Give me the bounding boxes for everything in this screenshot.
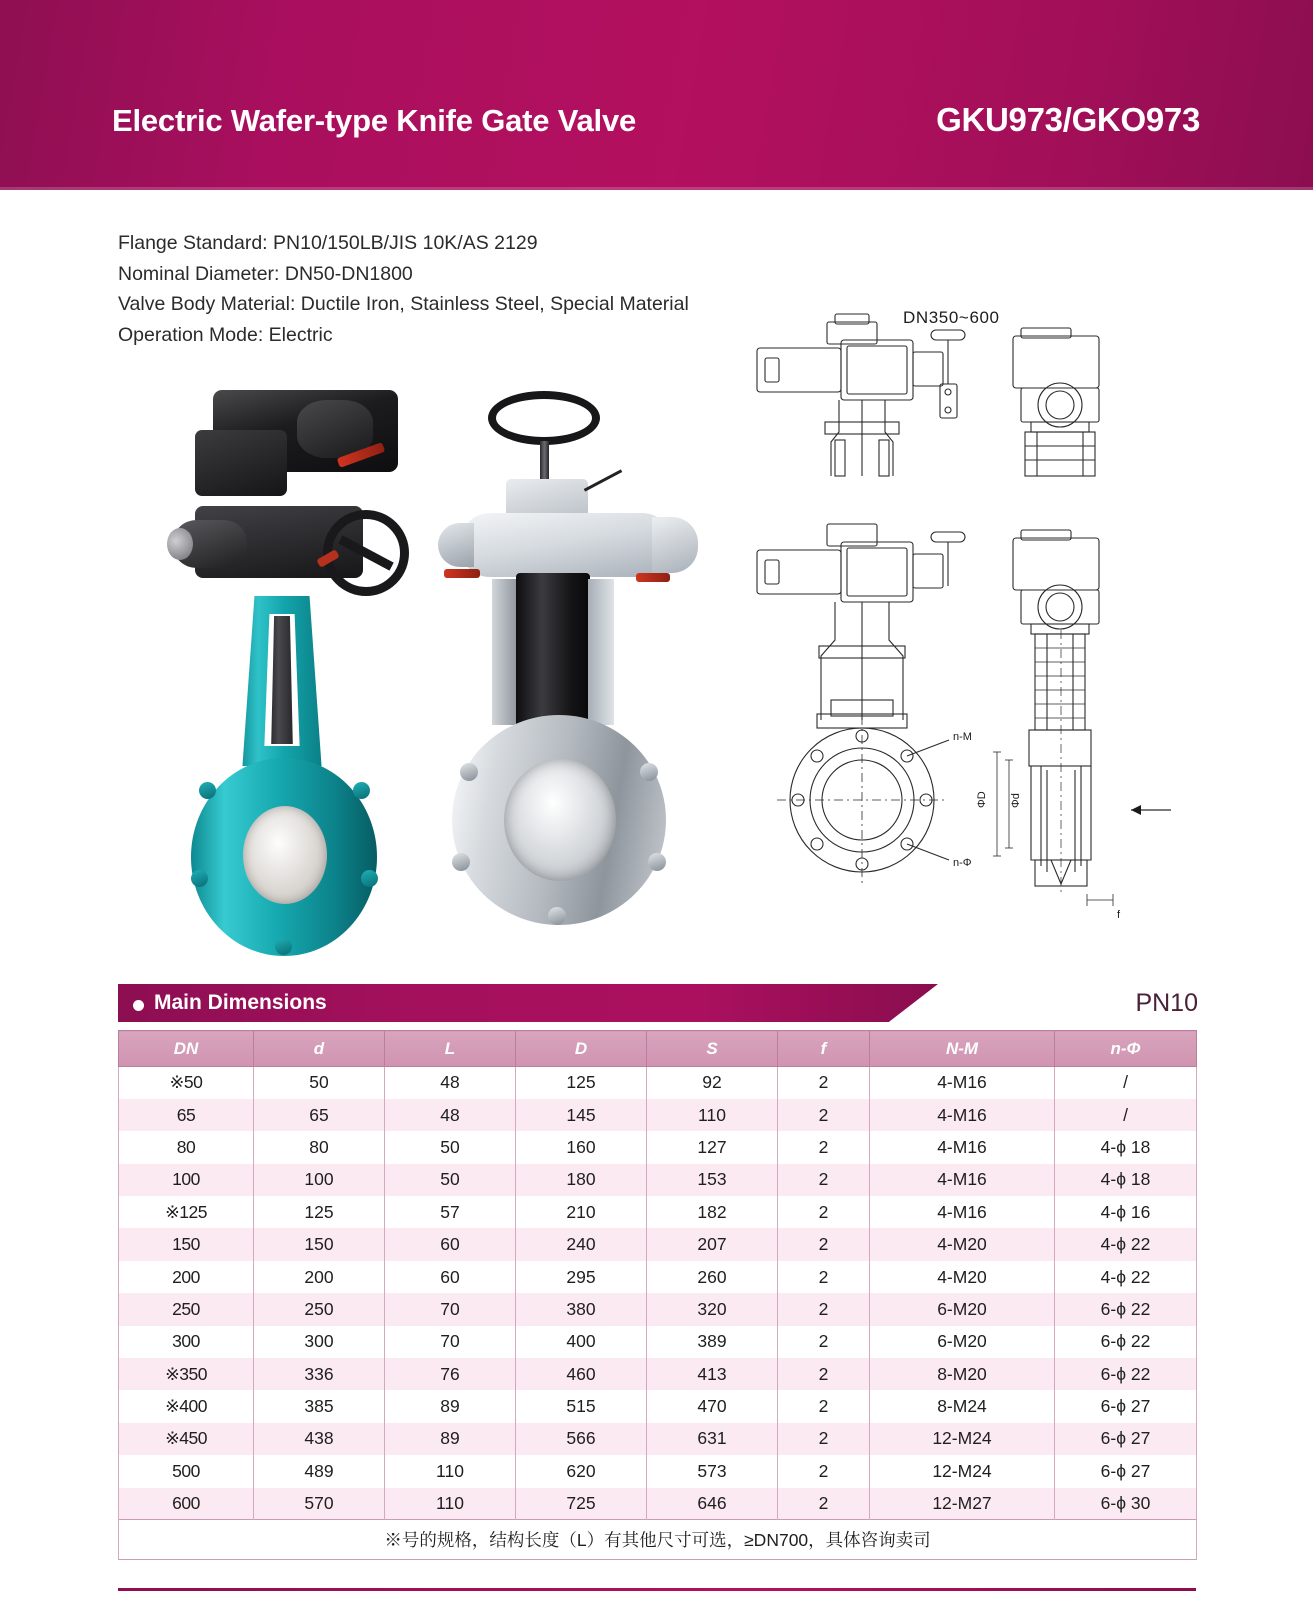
column-header-s: S [647,1031,778,1067]
cell-n: 6-ϕ 22 [1055,1358,1197,1390]
cell-s: 110 [647,1099,778,1131]
column-header-d: d [254,1031,385,1067]
engineering-drawing-svg [735,300,1215,970]
cell-nm: 12-M27 [870,1488,1055,1520]
flange-lug [199,782,216,799]
flange-lug [460,763,478,781]
actuator-red-indicator [636,573,670,582]
actuator-right-cap [652,517,698,573]
product-photo-teal-valve [165,378,445,963]
cell-l: 76 [385,1358,516,1390]
cell-d: 438 [254,1423,385,1455]
cell-l: 48 [385,1099,516,1131]
callout-phi-d: Φd [1010,793,1022,808]
cell-l: 48 [385,1067,516,1099]
drawing-top-left-side-view [757,314,965,476]
cell-n: / [1055,1067,1197,1099]
cell-s: 320 [647,1293,778,1325]
spec-body-material: Valve Body Material: Ductile Iron, Stainless Steel, Special Material [118,293,689,315]
cell-f: 2 [778,1326,870,1358]
cell-n: 4-ϕ 18 [1055,1164,1197,1196]
table-footnote: ※号的规格，结构长度（L）有其他尺寸可选，≥DN700，具体咨询卖司 [119,1520,1197,1560]
cell-nm: 12-M24 [870,1423,1055,1455]
cell-d: 385 [254,1390,385,1422]
actuator-antenna [584,469,622,491]
cell-dn: 250 [119,1293,254,1325]
gate-guide-left [492,579,518,725]
cell-d: 295 [516,1261,647,1293]
table-row [119,1390,1197,1422]
cell-f: 2 [778,1423,870,1455]
flange-lug [648,853,666,871]
callout-n-phi: n-Φ [953,857,972,869]
cell-d: 570 [254,1488,385,1520]
table-row [119,1261,1197,1293]
flange-lug [275,938,292,955]
cell-nm: 8-M20 [870,1358,1055,1390]
flange-lug [191,870,208,887]
table-row [119,1423,1197,1455]
table-row [119,1099,1197,1131]
cell-d: 620 [516,1455,647,1487]
cell-l: 50 [385,1164,516,1196]
callout-f: f [1117,909,1121,921]
cell-d: 80 [254,1131,385,1163]
valve-bore [504,759,616,881]
cell-d: 460 [516,1358,647,1390]
cell-dn: 200 [119,1261,254,1293]
handwheel [488,391,600,445]
cell-n: 4-ϕ 22 [1055,1261,1197,1293]
cell-dn: 300 [119,1326,254,1358]
table-body [119,1067,1197,1520]
cell-d: 300 [254,1326,385,1358]
cell-s: 573 [647,1455,778,1487]
column-header-n: n-Φ [1055,1031,1197,1067]
cell-dn: ※125 [119,1196,254,1228]
cell-nm: 4-M20 [870,1261,1055,1293]
cell-n: 6-ϕ 22 [1055,1326,1197,1358]
cell-d: 240 [516,1228,647,1260]
cell-nm: 4-M16 [870,1196,1055,1228]
cell-l: 89 [385,1423,516,1455]
cell-n: 4-ϕ 18 [1055,1131,1197,1163]
cell-nm: 4-M16 [870,1067,1055,1099]
specification-list [118,228,689,350]
cell-d: 125 [254,1196,385,1228]
cell-d: 150 [254,1228,385,1260]
cell-l: 60 [385,1261,516,1293]
table-header-row [119,1031,1197,1067]
cell-l: 110 [385,1455,516,1487]
gate-blade-housing [516,573,590,729]
cell-nm: 6-M20 [870,1293,1055,1325]
spec-flange-standard: Flange Standard: PN10/150LB/JIS 10K/AS 2129 [118,232,538,254]
cell-f: 2 [778,1067,870,1099]
cell-d: 125 [516,1067,647,1099]
column-header-nm: N-M [870,1031,1055,1067]
cell-d: 400 [516,1326,647,1358]
table-row [119,1067,1197,1099]
drawing-top-right-front-view [1013,328,1099,476]
cell-nm: 4-M16 [870,1164,1055,1196]
drawing-mid-right-section-view [993,530,1171,906]
cell-d: 210 [516,1196,647,1228]
cell-d: 160 [516,1131,647,1163]
cell-f: 2 [778,1488,870,1520]
cell-n: 6-ϕ 22 [1055,1293,1197,1325]
cell-s: 646 [647,1488,778,1520]
cell-n: 6-ϕ 27 [1055,1455,1197,1487]
cell-f: 2 [778,1358,870,1390]
cell-d: 65 [254,1099,385,1131]
drawing-mid-left-side-view [757,524,965,886]
page-header [0,0,1313,190]
pressure-rating-label: PN10 [1135,989,1198,1017]
main-dimensions-table-wrap [118,1030,1196,1560]
cell-s: 127 [647,1131,778,1163]
cell-n: 6-ϕ 30 [1055,1488,1197,1520]
cell-l: 60 [385,1228,516,1260]
flange-lug [548,907,566,925]
cell-d: 380 [516,1293,647,1325]
cell-d: 50 [254,1067,385,1099]
cell-d: 566 [516,1423,647,1455]
column-header-f: f [778,1031,870,1067]
cell-n: 6-ϕ 27 [1055,1423,1197,1455]
spec-nominal-diameter: Nominal Diameter: DN50-DN1800 [118,262,413,285]
product-photo-stainless-valve [430,383,730,963]
cell-nm: 6-M20 [870,1326,1055,1358]
cell-f: 2 [778,1099,870,1131]
page-title: Electric Wafer-type Knife Gate Valve [112,103,637,138]
cell-nm: 4-M20 [870,1228,1055,1260]
drawing-size-label: DN350~600 [903,308,1000,327]
table-row [119,1358,1197,1390]
cell-d: 250 [254,1293,385,1325]
table-row [119,1326,1197,1358]
cell-s: 631 [647,1423,778,1455]
cell-s: 413 [647,1358,778,1390]
actuator-left-cap [438,523,474,567]
cell-n: / [1055,1099,1197,1131]
cell-s: 207 [647,1228,778,1260]
bullet-icon [133,1000,144,1011]
cell-d: 200 [254,1261,385,1293]
cell-dn: ※50 [119,1067,254,1099]
cell-l: 89 [385,1390,516,1422]
cell-l: 57 [385,1196,516,1228]
cell-l: 110 [385,1488,516,1520]
cell-d: 489 [254,1455,385,1487]
cell-f: 2 [778,1455,870,1487]
flange-lug [361,870,378,887]
main-dimensions-label: Main Dimensions [154,991,327,1014]
spec-operation-mode: Operation Mode: Electric [118,323,333,346]
gate-guide-right [588,579,614,725]
table-row [119,1455,1197,1487]
valve-bore [243,806,327,904]
cell-n: 4-ϕ 16 [1055,1196,1197,1228]
technical-drawings-panel [735,300,1215,970]
motor-end-cap [167,528,193,560]
cell-dn: ※400 [119,1390,254,1422]
actuator-terminal-box [195,430,287,496]
cell-f: 2 [778,1390,870,1422]
cell-dn: 150 [119,1228,254,1260]
cell-d: 515 [516,1390,647,1422]
cell-l: 70 [385,1326,516,1358]
table-row [119,1131,1197,1163]
main-dimensions-table [118,1030,1197,1560]
product-photo-gallery [120,378,720,968]
cell-nm: 8-M24 [870,1390,1055,1422]
table-row [119,1196,1197,1228]
cell-s: 182 [647,1196,778,1228]
cell-d: 145 [516,1099,647,1131]
cell-nm: 12-M24 [870,1455,1055,1487]
cell-f: 2 [778,1261,870,1293]
cell-nm: 4-M16 [870,1131,1055,1163]
cell-f: 2 [778,1131,870,1163]
flange-lug [353,782,370,799]
cell-d: 100 [254,1164,385,1196]
cell-dn: 65 [119,1099,254,1131]
cell-nm: 4-M16 [870,1099,1055,1131]
table-row [119,1488,1197,1520]
cell-f: 2 [778,1228,870,1260]
cell-l: 70 [385,1293,516,1325]
table-row [119,1228,1197,1260]
callout-phi-D: ΦD [976,791,988,808]
cell-f: 2 [778,1293,870,1325]
table-footnote-row [119,1520,1197,1560]
column-header-d: D [516,1031,647,1067]
cell-dn: ※450 [119,1423,254,1455]
cell-d: 725 [516,1488,647,1520]
cell-l: 50 [385,1131,516,1163]
flange-lug [452,853,470,871]
cell-n: 4-ϕ 22 [1055,1228,1197,1260]
flange-lug [640,763,658,781]
cell-dn: ※350 [119,1358,254,1390]
product-model-code: GKU973/GKO973 [936,101,1200,138]
cell-dn: 80 [119,1131,254,1163]
cell-dn: 500 [119,1455,254,1487]
cell-f: 2 [778,1164,870,1196]
cell-dn: 600 [119,1488,254,1520]
cell-s: 92 [647,1067,778,1099]
cell-dn: 100 [119,1164,254,1196]
cell-s: 389 [647,1326,778,1358]
cell-d: 336 [254,1358,385,1390]
table-row [119,1164,1197,1196]
cell-n: 6-ϕ 27 [1055,1390,1197,1422]
table-row [119,1293,1197,1325]
actuator-red-lever [444,569,480,578]
cell-s: 470 [647,1390,778,1422]
cell-f: 2 [778,1196,870,1228]
cell-s: 153 [647,1164,778,1196]
cell-d: 180 [516,1164,647,1196]
cell-s: 260 [647,1261,778,1293]
electric-actuator-body [460,513,672,577]
callout-n-M: n-M [953,731,972,743]
column-header-dn: DN [119,1031,254,1067]
footer-accent-line [118,1588,1196,1591]
column-header-l: L [385,1031,516,1067]
